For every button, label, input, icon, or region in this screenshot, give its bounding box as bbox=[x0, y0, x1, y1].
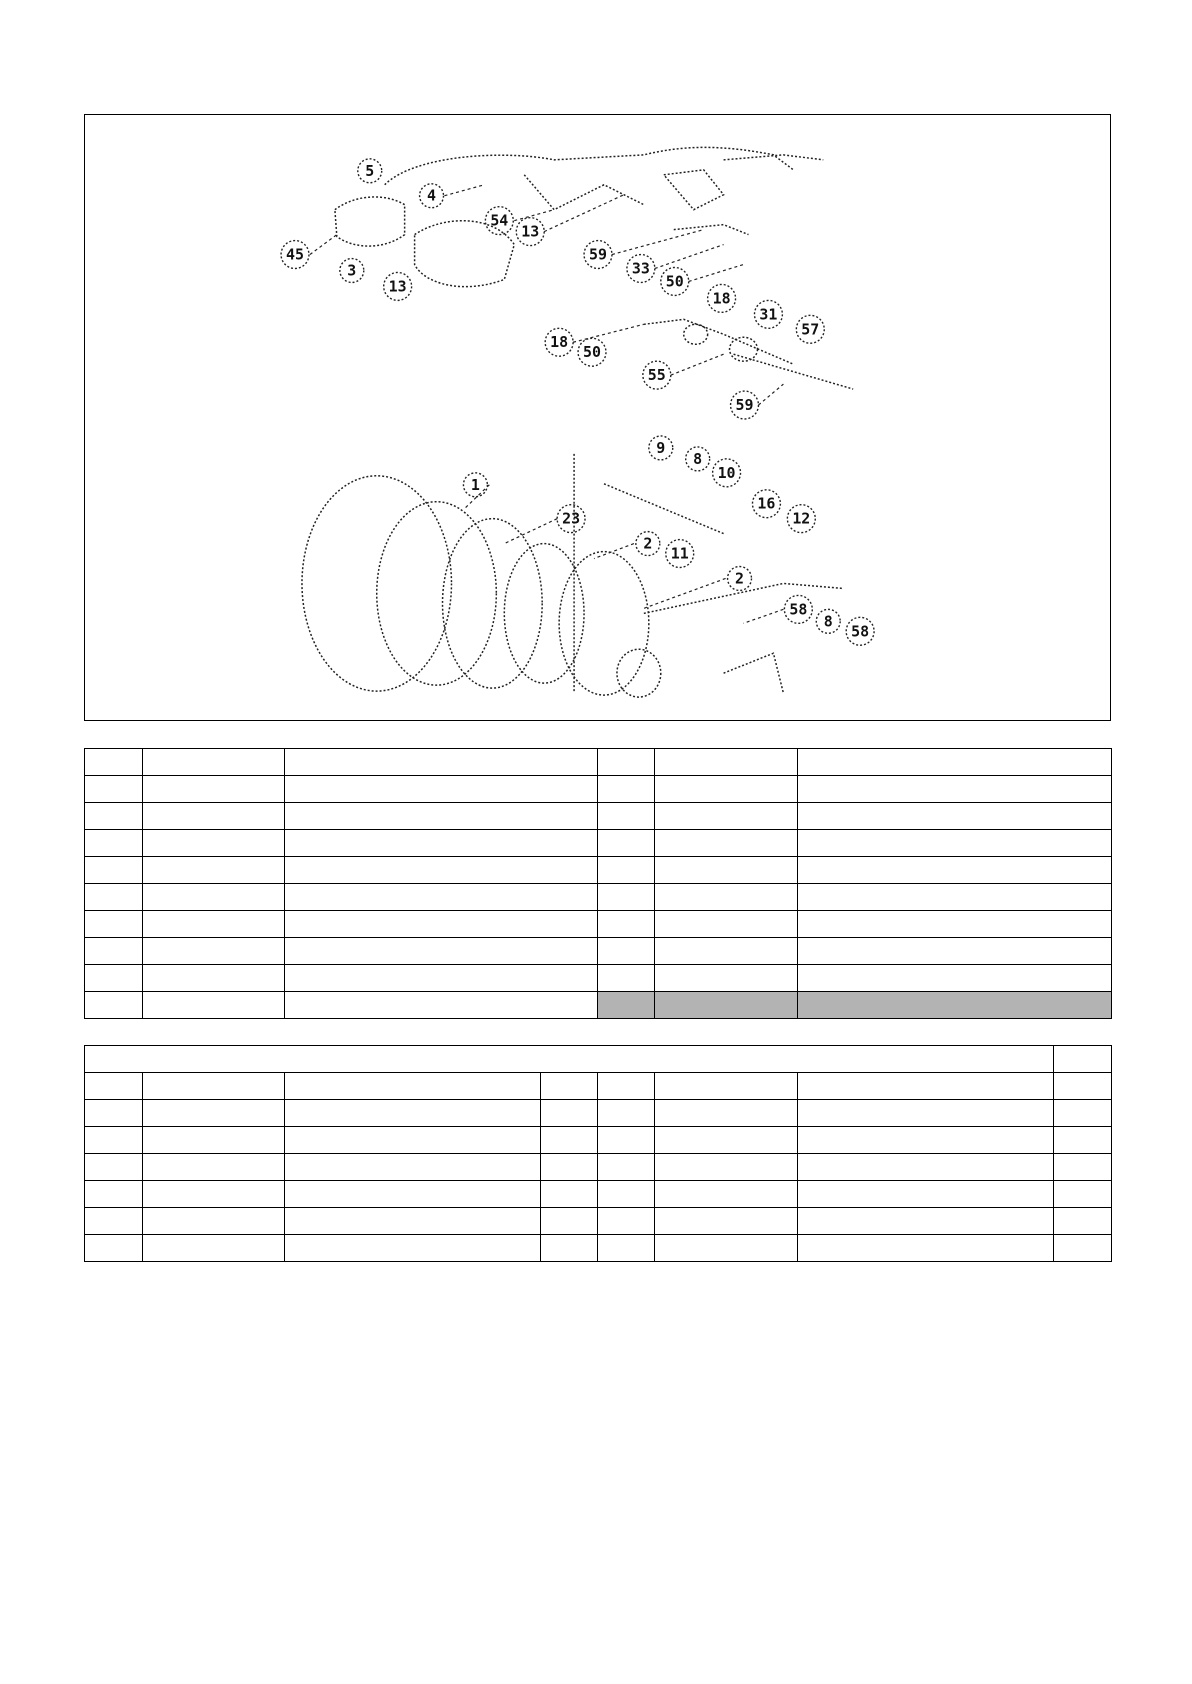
table-row bbox=[85, 749, 1112, 776]
table-header-cell bbox=[1054, 1046, 1112, 1073]
table-cell bbox=[598, 1100, 655, 1127]
callout-number: 57 bbox=[801, 320, 820, 339]
table-row bbox=[85, 1208, 1112, 1235]
callout-number: 1 bbox=[470, 475, 480, 494]
table-row bbox=[85, 776, 1112, 803]
table-cell bbox=[285, 965, 598, 992]
table-cell bbox=[285, 857, 598, 884]
callout-number: 4 bbox=[427, 186, 437, 205]
callout-45 bbox=[281, 241, 309, 269]
table-cell bbox=[143, 1154, 285, 1181]
table-cell bbox=[143, 938, 285, 965]
callout-number: 45 bbox=[286, 245, 304, 264]
callout-11 bbox=[666, 540, 694, 568]
callout-10 bbox=[713, 459, 741, 487]
callout-labels bbox=[281, 159, 874, 645]
table-cell bbox=[85, 1073, 143, 1100]
table-cell bbox=[285, 1073, 541, 1100]
table-cell bbox=[143, 1100, 285, 1127]
callout-number: 59 bbox=[735, 396, 754, 415]
table-cell bbox=[285, 1127, 541, 1154]
table-cell bbox=[655, 1073, 798, 1100]
table-row bbox=[85, 911, 1112, 938]
callout-57 bbox=[796, 315, 824, 343]
table-cell bbox=[598, 992, 655, 1019]
table-cell bbox=[85, 749, 143, 776]
table-cell bbox=[655, 1154, 798, 1181]
table-cell bbox=[285, 1154, 541, 1181]
table-cell bbox=[1054, 1154, 1112, 1181]
table-cell bbox=[285, 803, 598, 830]
callout-2 bbox=[728, 567, 752, 591]
callout-number: 8 bbox=[693, 449, 703, 468]
table-cell bbox=[655, 830, 798, 857]
table-cell bbox=[541, 1181, 598, 1208]
table-cell bbox=[285, 884, 598, 911]
callout-16 bbox=[752, 490, 780, 518]
table-cell bbox=[541, 1154, 598, 1181]
table-cell bbox=[285, 776, 598, 803]
table-row bbox=[85, 992, 1112, 1019]
table-cell bbox=[85, 1235, 143, 1262]
table-cell bbox=[655, 1100, 798, 1127]
callout-number: 59 bbox=[588, 245, 607, 264]
callout-number: 54 bbox=[490, 211, 509, 230]
table-cell bbox=[598, 884, 655, 911]
callout-2 bbox=[636, 532, 660, 556]
table-row bbox=[85, 1073, 1112, 1100]
table-cell bbox=[798, 911, 1112, 938]
callout-59 bbox=[731, 391, 759, 419]
exploded-parts-diagram bbox=[84, 114, 1111, 721]
table-cell bbox=[598, 965, 655, 992]
table-row bbox=[85, 1127, 1112, 1154]
table-cell bbox=[598, 1235, 655, 1262]
table-cell bbox=[1054, 1235, 1112, 1262]
table-cell bbox=[655, 1235, 798, 1262]
table-cell bbox=[655, 911, 798, 938]
table-cell bbox=[1054, 1100, 1112, 1127]
table-cell bbox=[541, 1208, 598, 1235]
table-cell bbox=[798, 1127, 1054, 1154]
table-cell bbox=[143, 884, 285, 911]
callout-1 bbox=[463, 473, 487, 497]
table-cell bbox=[655, 1181, 798, 1208]
table-cell bbox=[143, 803, 285, 830]
table-header-cell bbox=[85, 1046, 1054, 1073]
table-cell bbox=[85, 776, 143, 803]
callout-number: 18 bbox=[712, 289, 731, 308]
callout-number: 50 bbox=[583, 343, 602, 362]
table-cell bbox=[798, 749, 1112, 776]
callout-number: 23 bbox=[562, 509, 581, 528]
parts-table-upper bbox=[84, 748, 1112, 1019]
callout-number: 58 bbox=[851, 622, 870, 641]
table-cell bbox=[798, 884, 1112, 911]
table-row bbox=[85, 803, 1112, 830]
table-cell bbox=[541, 1073, 598, 1100]
table-cell bbox=[598, 830, 655, 857]
table-cell bbox=[285, 1235, 541, 1262]
table-cell bbox=[798, 1235, 1054, 1262]
table-cell bbox=[598, 1208, 655, 1235]
table-cell bbox=[143, 965, 285, 992]
table-cell bbox=[798, 803, 1112, 830]
callout-13 bbox=[516, 218, 544, 246]
callout-number: 5 bbox=[365, 161, 375, 180]
table-cell bbox=[285, 749, 598, 776]
table-header-row bbox=[85, 1046, 1112, 1073]
table-cell bbox=[655, 938, 798, 965]
table-cell bbox=[143, 992, 285, 1019]
table-cell bbox=[1054, 1127, 1112, 1154]
table-cell bbox=[598, 938, 655, 965]
table-cell bbox=[143, 1181, 285, 1208]
table-cell bbox=[143, 1127, 285, 1154]
table-cell bbox=[85, 1208, 143, 1235]
callout-23 bbox=[557, 505, 585, 533]
table-cell bbox=[798, 992, 1112, 1019]
table-cell bbox=[798, 857, 1112, 884]
table-row bbox=[85, 938, 1112, 965]
callout-number: 18 bbox=[550, 333, 569, 352]
table-cell bbox=[798, 776, 1112, 803]
table-row bbox=[85, 830, 1112, 857]
callout-31 bbox=[754, 300, 782, 328]
table-row bbox=[85, 1154, 1112, 1181]
table-cell bbox=[143, 776, 285, 803]
table-cell bbox=[143, 911, 285, 938]
callout-55 bbox=[643, 361, 671, 389]
table-cell bbox=[541, 1127, 598, 1154]
table-cell bbox=[798, 1208, 1054, 1235]
table-cell bbox=[1054, 1181, 1112, 1208]
table-cell bbox=[285, 1100, 541, 1127]
table-cell bbox=[598, 1181, 655, 1208]
diagram-svg bbox=[85, 115, 1110, 720]
table-cell bbox=[85, 803, 143, 830]
table-cell bbox=[143, 1235, 285, 1262]
table-cell bbox=[655, 803, 798, 830]
table-cell bbox=[85, 884, 143, 911]
table-cell bbox=[655, 749, 798, 776]
table-cell bbox=[598, 749, 655, 776]
callout-58 bbox=[846, 617, 874, 645]
callout-number: 33 bbox=[631, 259, 650, 278]
callout-number: 13 bbox=[521, 222, 540, 241]
table-cell bbox=[285, 830, 598, 857]
table-cell bbox=[798, 1100, 1054, 1127]
callout-number: 16 bbox=[757, 494, 776, 513]
callout-number: 10 bbox=[717, 463, 736, 482]
table-cell bbox=[85, 1127, 143, 1154]
callout-number: 55 bbox=[647, 366, 666, 385]
table-row bbox=[85, 965, 1112, 992]
table-cell bbox=[655, 992, 798, 1019]
table-cell bbox=[655, 1127, 798, 1154]
table-cell bbox=[143, 1208, 285, 1235]
table-cell bbox=[85, 992, 143, 1019]
callout-33 bbox=[627, 255, 655, 283]
callout-12 bbox=[787, 505, 815, 533]
callout-18 bbox=[545, 328, 573, 356]
callout-3 bbox=[340, 259, 364, 283]
callout-4 bbox=[420, 184, 444, 208]
table-cell bbox=[85, 1100, 143, 1127]
callout-number: 13 bbox=[388, 277, 407, 296]
table-cell bbox=[143, 857, 285, 884]
callout-number: 12 bbox=[792, 509, 811, 528]
table-cell bbox=[798, 965, 1112, 992]
table-cell bbox=[598, 911, 655, 938]
table-row bbox=[85, 857, 1112, 884]
table-cell bbox=[85, 1181, 143, 1208]
table-cell bbox=[85, 830, 143, 857]
table-cell bbox=[85, 938, 143, 965]
table-cell bbox=[85, 857, 143, 884]
callout-59 bbox=[584, 241, 612, 269]
table-row bbox=[85, 1181, 1112, 1208]
table-cell bbox=[598, 1073, 655, 1100]
callout-number: 2 bbox=[643, 534, 653, 553]
table-cell bbox=[541, 1100, 598, 1127]
callout-number: 3 bbox=[347, 261, 357, 280]
table-cell bbox=[541, 1235, 598, 1262]
table-cell bbox=[798, 1181, 1054, 1208]
table-cell bbox=[1054, 1208, 1112, 1235]
callout-9 bbox=[649, 436, 673, 460]
table-cell bbox=[655, 857, 798, 884]
table-cell bbox=[143, 749, 285, 776]
table-cell bbox=[798, 830, 1112, 857]
table-cell bbox=[598, 1127, 655, 1154]
table-cell bbox=[798, 1073, 1054, 1100]
callout-8 bbox=[816, 609, 840, 633]
callout-5 bbox=[358, 159, 382, 183]
table-cell bbox=[85, 1154, 143, 1181]
table-cell bbox=[85, 965, 143, 992]
table-cell bbox=[798, 1154, 1054, 1181]
callout-50 bbox=[578, 338, 606, 366]
table-cell bbox=[598, 1154, 655, 1181]
table-cell bbox=[285, 938, 598, 965]
table-cell bbox=[598, 776, 655, 803]
table-cell bbox=[285, 911, 598, 938]
table-row bbox=[85, 1100, 1112, 1127]
table-cell bbox=[1054, 1073, 1112, 1100]
table-cell bbox=[655, 965, 798, 992]
callout-number: 58 bbox=[789, 600, 808, 619]
table-cell bbox=[143, 1073, 285, 1100]
callout-8 bbox=[686, 447, 710, 471]
table-row bbox=[85, 884, 1112, 911]
table-cell bbox=[285, 1181, 541, 1208]
callout-number: 8 bbox=[823, 612, 833, 631]
table-cell bbox=[598, 857, 655, 884]
table-cell bbox=[598, 803, 655, 830]
callout-18 bbox=[708, 284, 736, 312]
table-cell bbox=[85, 911, 143, 938]
callout-number: 31 bbox=[759, 305, 778, 324]
table-cell bbox=[285, 992, 598, 1019]
callout-13 bbox=[384, 272, 412, 300]
table-cell bbox=[655, 884, 798, 911]
callout-number: 11 bbox=[670, 544, 689, 563]
callout-number: 2 bbox=[735, 569, 745, 588]
callout-58 bbox=[784, 595, 812, 623]
table-cell bbox=[655, 776, 798, 803]
parts-table-lower bbox=[84, 1045, 1112, 1262]
table-cell bbox=[285, 1208, 541, 1235]
table-cell bbox=[655, 1208, 798, 1235]
table-row bbox=[85, 1235, 1112, 1262]
table-cell bbox=[143, 830, 285, 857]
callout-50 bbox=[661, 267, 689, 295]
table-cell bbox=[798, 938, 1112, 965]
callout-number: 50 bbox=[665, 272, 684, 291]
callout-number: 9 bbox=[656, 438, 666, 457]
